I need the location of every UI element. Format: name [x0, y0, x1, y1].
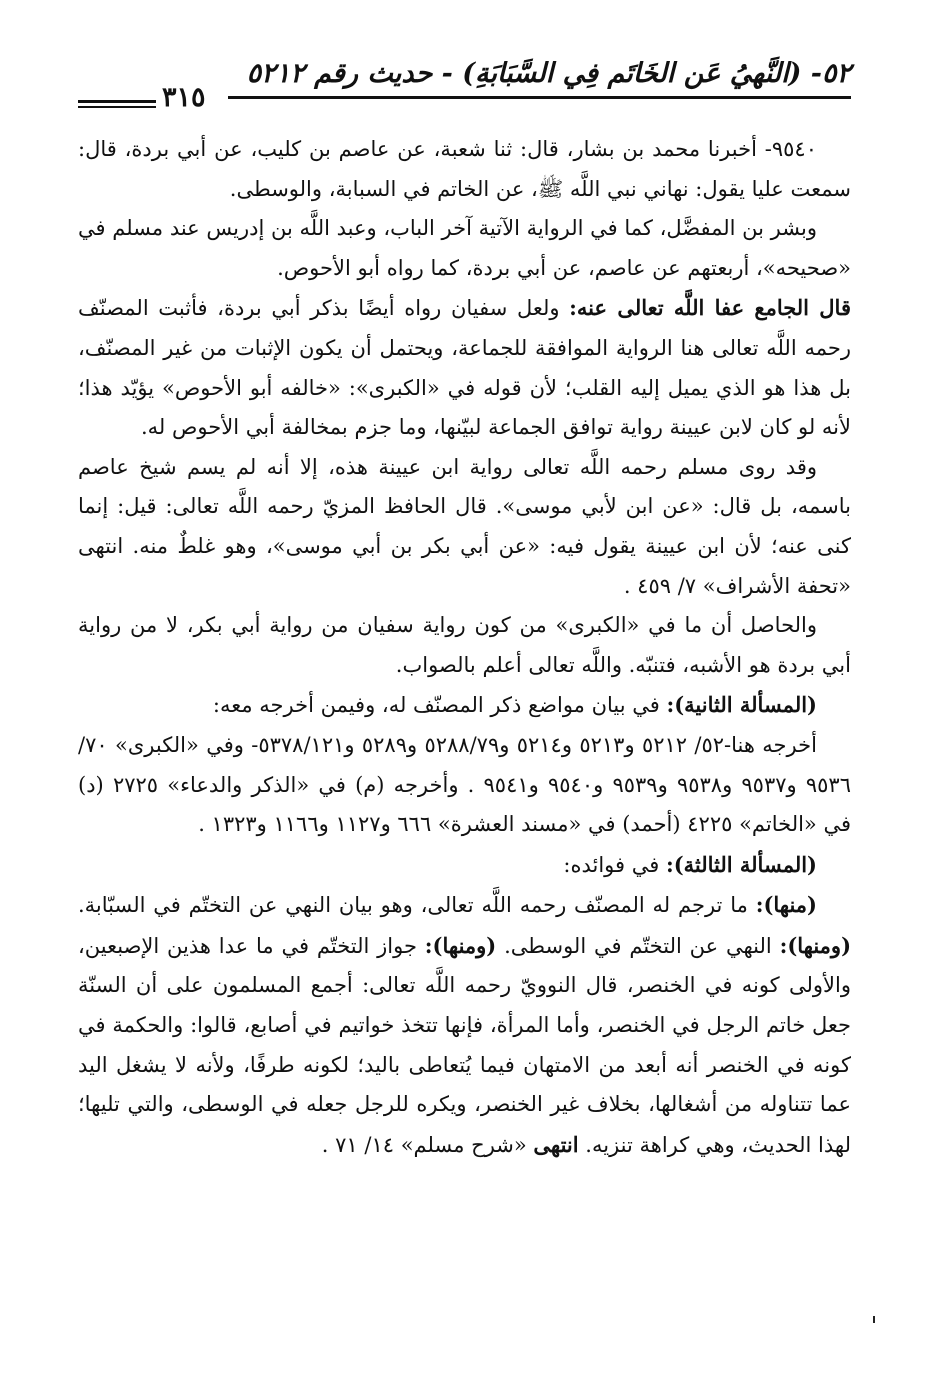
page-number-rules	[78, 100, 156, 111]
paragraph-compiler-note	[78, 288, 851, 447]
paragraph-benefits	[78, 885, 851, 1165]
bold-lead: (ومنها):	[424, 932, 497, 958]
bold-lead: (منها):	[755, 892, 817, 918]
paragraph-text: في فوائده:	[563, 852, 666, 877]
paragraph-issue-three	[78, 845, 851, 886]
paragraph-text: أخرجه هنا-٥٢/ ٥٢١٢ و٥٢١٣ و٥٢١٤ و٥٢٨٨/٧٩ و٥٢٨٩ و٥٣٧٨/١٢١- وفي «الكبرى» ٧٠/ ٩٥٣٦ و٩٥٣٧ و٩٥٣٨ و٩٥٣٩ و٩٥٤٠ و٩٥٤١ . وأخرجه (م) في «الذكر والدعاء» ٢٧٢٥ (د) في «الخاتم» ٤٢٢٥ (أحمد) في «مسند العشرة» ٦٦٦ و١١٢٧ و١١٦٦ و١٣٢٣ .	[78, 732, 851, 837]
page-number: ٣١٥	[162, 82, 206, 113]
paragraph-text: وقد روى مسلم رحمه اللَّه تعالى رواية ابن عيينة هذه، إلا أنه لم يسم شيخ عاصم باسمه، بل قال: «عن ابن لأبي موسى». قال الحافظ المزيّ رحمه اللَّه تعالى: قيل: إنما كنى عنه؛ لأن ابن عيينة يقول فيه: «عن أبي بكر بن أبي موسى»، وهو غلطٌ منه. انتهى «تحفة الأشراف» ٧/ ٤٥٩ .	[78, 454, 851, 598]
paragraph-issue-two	[78, 685, 851, 726]
paragraph-text: ولعل سفيان رواه أيضًا بذكر أبي بردة، فأثبت المصنّف رحمه اللَّه تعالى هنا الرواية الموافقة للجماعة، ويحتمل أن يكون الإثبات من غير المصنّف، بل هذا هو الذي يميل إليه القلب؛ لأن قوله في «الكبرى»: «خالفه أبو الأحوص» يؤيّد هذا؛ لأنه لو كان لابن عيينة رواية توافق الجماعة لبيّنها، وما جزم بمخالفة أبي الأحوص له.	[78, 296, 851, 440]
paragraph-narrators	[78, 209, 851, 288]
bold-lead: (المسألة الثالثة):	[665, 851, 817, 877]
paragraph-text: «شرح مسلم» ١٤/ ٧١ .	[321, 1132, 534, 1157]
bold-lead: انتهى	[533, 1131, 579, 1157]
paragraph-references	[78, 726, 851, 845]
paragraph-text: والحاصل أن ما في «الكبرى» من كون رواية سفيان من رواية أبي بكر، لا من رواية أبي بردة هو الأشبه، فتنبّه. واللَّه تعالى أعلم بالصواب.	[78, 613, 851, 677]
paragraph-text: ٩٥٤٠- أخبرنا محمد بن بشار، قال: ثنا شعبة، عن عاصم بن كليب، عن أبي بردة، قال: سمعت عليا يقول: نهاني نبي اللَّه ﷺ، عن الخاتم في السبابة، والوسطى.	[78, 137, 851, 201]
book-page	[78, 52, 851, 1165]
chapter-title: ٥٢- (النَّهيُ عَن الخَاتَم فِي السَّبَابَةِ) - حديث رقم ٥٢١٢	[246, 58, 851, 89]
scan-mark	[873, 1316, 875, 1323]
bold-lead: قال الجامع عفا اللَّه تعالى عنه:	[569, 295, 851, 321]
paragraph-text: وبشر بن المفضَّل، كما في الرواية الآتية آخر الباب، وعبد اللَّه بن إدريس عند مسلم في «صحيحه»، أربعتهم عن عاصم، عن أبي بردة، كما رواه أبو الأحوص.	[78, 216, 851, 280]
bold-lead: (المسألة الثانية):	[666, 692, 817, 718]
paragraph-conclusion	[78, 606, 851, 685]
paragraph-text: جواز التختّم في ما عدا هذين الإصبعين، والأولى كونه في الخنصر، قال النوويّ رحمه اللَّه تعالى: أجمع المسلمون على أن السنّة جعل خاتم الرجل في الخنصر، وأما المرأة، فإنها تتخذ خواتيم في أصابع، قالوا: والحكمة في كونه في الخنصر أنه أبعد من الامتهان فيما يُتعاطى باليد؛ لكونه طرفًا، ولأنه لا يشغل اليد عما تتناوله من أشغالها، بخلاف غير الخنصر، ويكره للرجل جعله في الوسطى، والتي تليها؛ لهذا الحديث، وهي كراهة تنزيه.	[78, 933, 851, 1157]
paragraph-hadith	[78, 130, 851, 209]
paragraph-text: النهي عن التختّم في الوسطى.	[496, 933, 780, 958]
paragraph-muslim-narration	[78, 448, 851, 606]
paragraph-text: في بيان مواضع ذكر المصنّف له، وفيمن أخرجه معه:	[212, 693, 667, 718]
paragraph-text: ما ترجم له المصنّف رحمه اللَّه تعالى، وهو بيان النهي عن التختّم في السبّابة.	[78, 893, 756, 918]
header-rule	[228, 96, 851, 99]
bold-lead: (ومنها):	[779, 932, 852, 958]
running-header	[78, 52, 851, 113]
body-text	[78, 130, 851, 1165]
